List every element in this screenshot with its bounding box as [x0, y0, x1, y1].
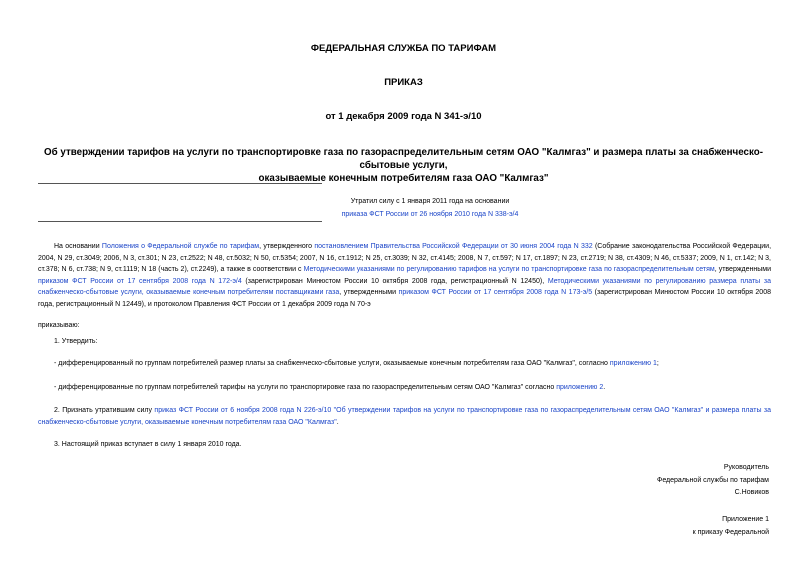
appendix-ref: к приказу Федеральной — [692, 528, 769, 536]
item-1b — [38, 382, 771, 394]
link-order-172[interactable]: приказом ФСТ России от 17 сентября 2008 года N 172-э/4 — [38, 277, 242, 285]
item-1-heading: 1. Утвердить: — [54, 337, 98, 345]
link-methodical-guidelines-supply[interactable]: Методическими указаниями по регулированию размера платы за снабженческо-сбытовые услуги, оказываемые конечным потребителям поставщиками газа — [38, 277, 771, 296]
link-methodical-guidelines-transport[interactable]: Методическими указаниями по регулированию тарифов на услуги по транспортировке газа по газораспределительным сетям — [303, 266, 715, 273]
status-note-link[interactable]: приказа ФСТ России от 26 ноября 2010 года N 338-э/4 — [341, 211, 519, 218]
link-order-173[interactable]: приказом ФСТ России от 17 сентября 2008 года N 173-э/5 — [398, 289, 593, 296]
item-1b-text: - дифференцированные по группам потребителей тарифы на услуги по транспортировке газа по газораспределительным сетям ОАО "Калмгаз" согласно — [54, 383, 557, 391]
signature-name: С.Новиков — [734, 489, 769, 496]
preamble-text: , утвержденными — [339, 289, 399, 296]
signature-role: Руководитель — [723, 464, 769, 471]
signature-block — [469, 462, 769, 500]
item-1b-end: . — [603, 383, 606, 391]
item-2-text: 2. Признать утратившим силу — [54, 407, 155, 414]
divider-bottom — [38, 221, 322, 222]
item-1a-end: ; — [656, 360, 659, 367]
item-1a — [38, 358, 771, 370]
document-body — [38, 241, 771, 451]
preamble-text: (зарегистрирован Минюстом России 10 октября 2008 года, регистрационный N 12450), — [241, 277, 548, 285]
appendix-label: Приложение 1 — [722, 516, 769, 523]
preamble-text: На основании — [54, 243, 102, 250]
link-appendix-1[interactable]: приложению 1 — [609, 360, 657, 367]
doc-date-heading: от 1 декабря 2009 года N 341-э/10 — [325, 111, 482, 122]
item-3: 3. Настоящий приказ вступает в силу 1 января 2010 года. — [54, 441, 242, 448]
title-line-2: оказываемые конечным потребителям газа ОАО "Калмгаз" — [258, 173, 549, 184]
title-line-1: Об утверждении тарифов на услуги по транспортировке газа по газораспределительным сетям ОАО "Калмгаз" и размера платы за снабженческо-сбытовые услуги, — [43, 147, 763, 171]
agency-heading: ФЕДЕРАЛЬНАЯ СЛУЖБА ПО ТАРИФАМ — [310, 43, 497, 54]
item-2-end: . — [336, 418, 339, 426]
item-2 — [38, 405, 771, 428]
order-word: приказываю: — [38, 322, 80, 329]
doc-type-heading: ПРИКАЗ — [384, 77, 423, 88]
preamble-text: (Собрание законодательства Российской Федерации, 2004, N 29, ст.3049; 2006, N 3, ст.301; N 23, ст.2522; N 48, ст.5032; N 50, ст.5354; 2007, N 16, ст.1912; N 25, ст.3039; N 32, ст.4145; 2008, N 7, ст.597; N 17, ст.1897; N 23, ст.2719; N 38, ст.4309; N 46, ст.5337; 2009, N 1, ст.142; N 3, ст.378; N 6, ст.738; N 9, ст.1119; N 18 (часть 2), ст.2249), а также в соответствии с — [38, 243, 772, 273]
preamble-text: , утвержденного — [259, 243, 315, 250]
link-order-226[interactable]: приказ ФСТ России от 6 ноября 2008 года N 226-э/10 "Об утверждении тарифов на услуги по транспортировке газа по газораспределительным сетям ОАО "Калмгаз" и размера платы за снабженческо-сбытовые услуги, оказываемые конечным потребителям газа ОАО "Калмгаз" — [38, 407, 771, 426]
document-title — [30, 146, 777, 185]
link-government-decree[interactable]: постановлением Правительства Российской Федерации от 30 июня 2004 года N 332 — [314, 243, 593, 250]
link-fst-regulation[interactable]: Положения о Федеральной службе по тарифам — [101, 243, 260, 250]
appendix-block — [469, 514, 769, 539]
status-note — [260, 195, 600, 221]
preamble-text: , утвержденными — [714, 266, 771, 273]
item-1a-text: - дифференцированный по группам потребителей размер платы за снабженческо-сбытовые услуги, оказываемые конечным потребителям газа ОАО "Калмгаз", согласно — [54, 360, 610, 367]
status-note-text: Утратил силу с 1 января 2011 года на основании — [350, 198, 510, 205]
divider-top — [38, 183, 322, 184]
link-appendix-2[interactable]: приложению 2 — [556, 383, 604, 391]
preamble-text: (зарегистрирован Минюстом России 10 октября 2008 года, регистрационный N 12449), и протоколом Правления ФСТ России от 1 декабря 2009 года N 70-э — [38, 289, 771, 308]
preamble-paragraph — [38, 241, 771, 310]
signature-org: Федеральной службы по тарифам — [657, 476, 769, 484]
